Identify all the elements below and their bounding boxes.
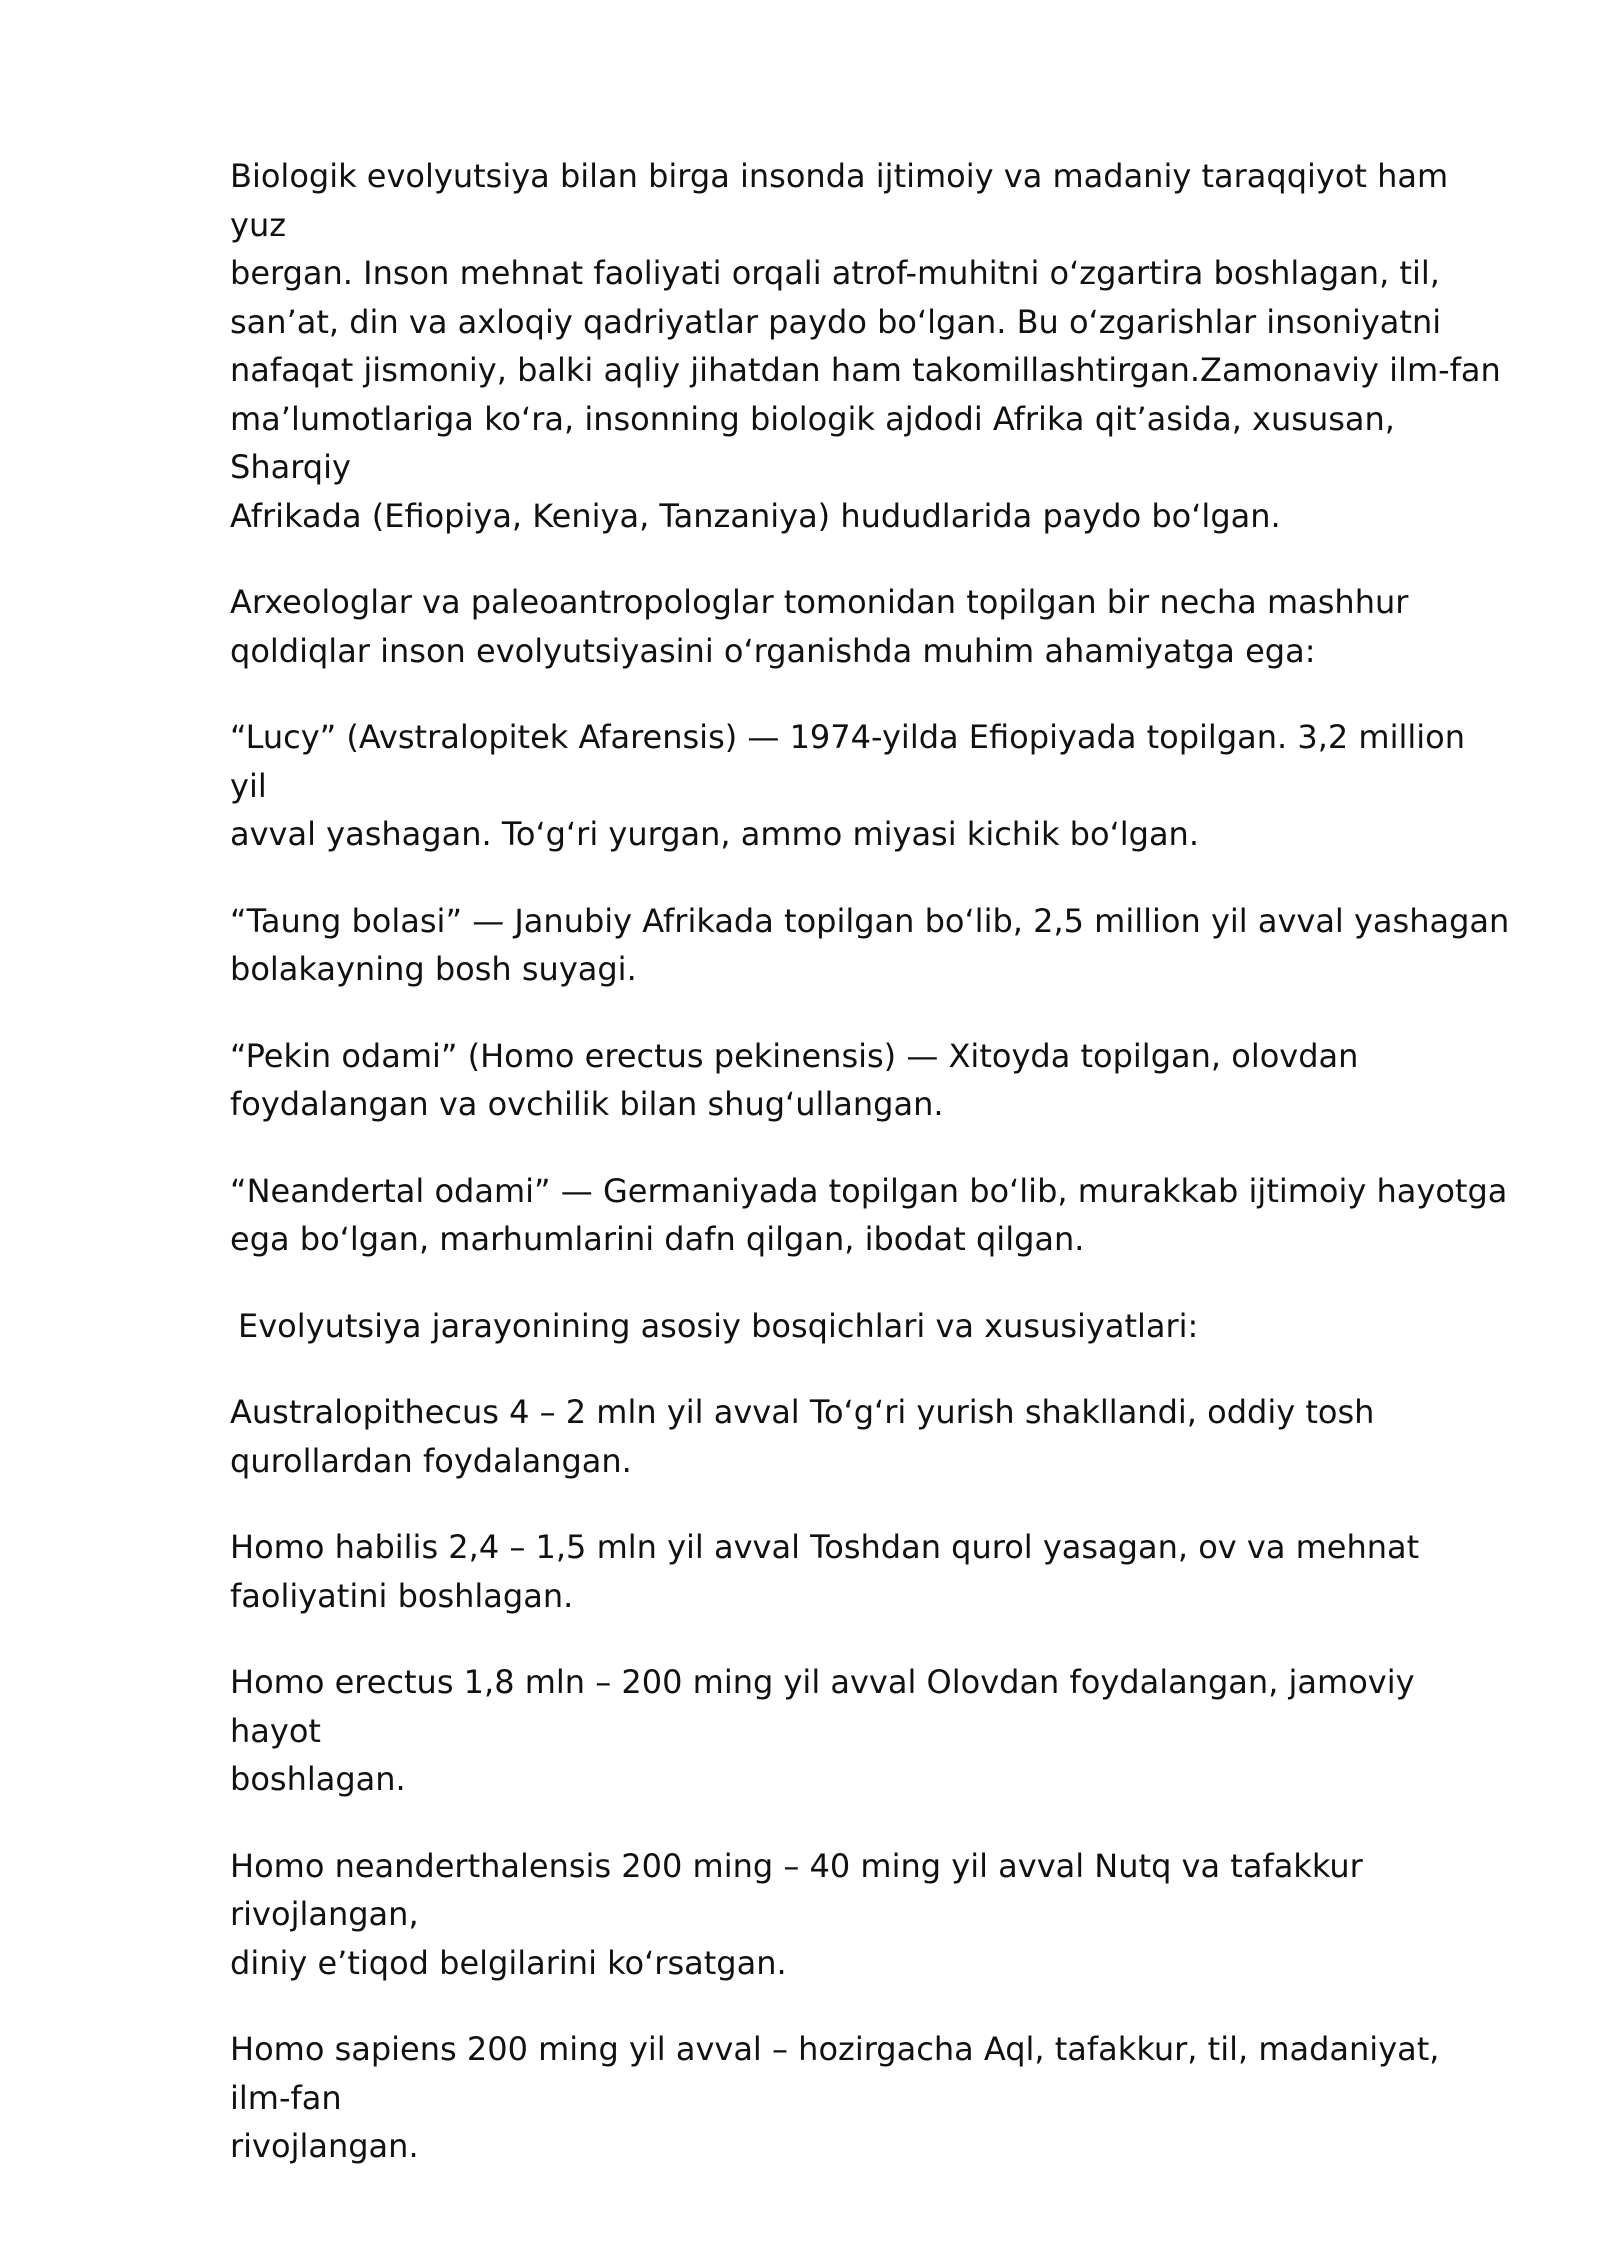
text-line: “Taung bolasi” — Janubiy Afrikada topilgan boʻlib, 2,5 million yil avval yashagan [230, 901, 1510, 940]
paragraph-homo-neanderthalensis [230, 1842, 1510, 1988]
text-line: Homo sapiens 200 ming yil avval – hozirgacha Aql, tafakkur, til, madaniyat, ilm-fan [230, 2030, 1440, 2117]
paragraph-neandertal [230, 1167, 1510, 1264]
text-line: Arxeologlar va paleoantropologlar tomonidan topilgan bir necha mashhur [230, 583, 1409, 621]
paragraph-archaeologists [230, 578, 1510, 675]
text-line: Biologik evolyutsiya bilan birga insonda ijtimoiy va madaniy taraqqiyot ham yuz [230, 157, 1449, 244]
paragraph-homo-erectus [230, 1658, 1510, 1804]
text-line: “Lucy” (Avstralopitek Afarensis) — 1974-yilda Efiopiyada topilgan. 3,2 million yil [230, 718, 1466, 805]
text-line: faoliyatini boshlagan. [230, 1576, 574, 1615]
text-line: qurollardan foydalangan. [230, 1441, 632, 1480]
text-line: Evolyutsiya jarayonining asosiy bosqichlari va xususiyatlari: [238, 1306, 1199, 1345]
paragraph-homo-sapiens [230, 2025, 1510, 2171]
text-line: bolakayning bosh suyagi. [230, 950, 637, 988]
document-body [230, 152, 1510, 2209]
text-line: san’at, din va axloqiy qadriyatlar paydo boʻlgan. Bu oʻzgarishlar insoniyatni [230, 302, 1442, 341]
text-line: boshlagan. [230, 1760, 406, 1798]
text-line: Australopithecus 4 – 2 mln yil avval Toʻgʻri yurish shakllandi, oddiy tosh [230, 1393, 1375, 1431]
text-line: rivojlangan. [230, 2127, 419, 2165]
text-line: qoldiqlar inson evolyutsiyasini oʻrganishda muhim ahamiyatga ega: [230, 631, 1316, 670]
paragraph-australopithecus [230, 1388, 1510, 1485]
text-line: foydalangan va ovchilik bilan shugʻullangan. [230, 1085, 944, 1123]
text-line: ega boʻlgan, marhumlarini dafn qilgan, ibodat qilgan. [230, 1220, 1085, 1258]
text-line: nafaqat jismoniy, balki aqliy jihatdan ham takomillashtirgan.Zamonaviy ilm-fan [230, 351, 1501, 389]
text-line: avval yashagan. Toʻgʻri yurgan, ammo miyasi kichik boʻlgan. [230, 815, 1199, 853]
text-line: Homo erectus 1,8 mln – 200 ming yil avval Olovdan foydalangan, jamoviy hayot [230, 1663, 1415, 1750]
text-line: Afrikada (Efiopiya, Keniya, Tanzaniya) hududlarida paydo boʻlgan. [230, 496, 1281, 535]
paragraph-pekin [230, 1032, 1510, 1129]
text-line: diniy e’tiqod belgilarini koʻrsatgan. [230, 1943, 787, 1982]
text-line: “Pekin odami” (Homo erectus pekinensis) — Xitoyda topilgan, olovdan [230, 1036, 1359, 1075]
paragraph-lucy [230, 713, 1510, 859]
text-line: ma’lumotlariga koʻra, insonning biologik ajdodi Afrika qit’asida, xususan, Sharqiy [230, 399, 1395, 486]
paragraph-stages-heading [230, 1302, 1510, 1351]
paragraph-homo-habilis [230, 1523, 1510, 1620]
paragraph-intro [230, 152, 1510, 540]
paragraph-taung [230, 897, 1510, 994]
text-line: Homo habilis 2,4 – 1,5 mln yil avval Toshdan qurol yasagan, ov va mehnat [230, 1528, 1420, 1566]
text-line: “Neandertal odami” — Germaniyada topilgan boʻlib, murakkab ijtimoiy hayotga [230, 1171, 1508, 1210]
text-line: bergan. Inson mehnat faoliyati orqali atrof-muhitni oʻzgartira boshlagan, til, [230, 254, 1440, 292]
text-line: Homo neanderthalensis 200 ming – 40 ming yil avval Nutq va tafakkur rivojlangan, [230, 1846, 1363, 1933]
